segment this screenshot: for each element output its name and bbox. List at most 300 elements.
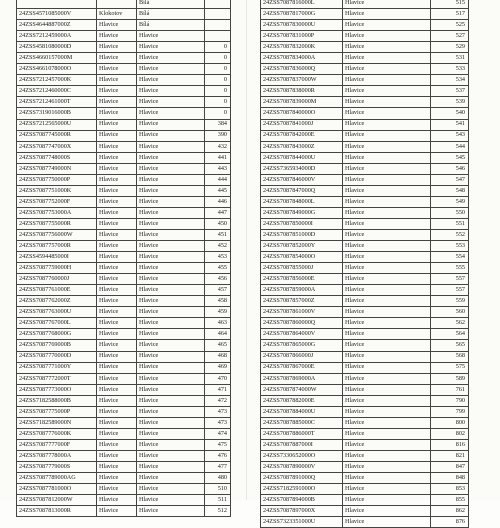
table-cell: Hlavice [137, 229, 205, 240]
table-cell: Hlavice [97, 395, 137, 406]
table-cell: Hlavice [97, 163, 137, 174]
table-cell: 24ZSS7087772000T [17, 373, 97, 384]
table-cell: Hlavice [97, 484, 137, 495]
right-table-body [261, 0, 469, 528]
table-cell: Hlavice [137, 484, 205, 495]
table-cell: 458 [205, 296, 231, 307]
table-cell: Hlavice [343, 428, 431, 439]
table-row [17, 373, 231, 384]
table-row [17, 185, 231, 196]
table-cell: 539 [431, 97, 469, 108]
table-cell: 855 [431, 495, 469, 506]
table-cell: 24ZSS7087882000E [261, 395, 343, 406]
table-cell: 453 [205, 252, 231, 263]
table-cell: 24ZSS4661078000O [17, 64, 97, 75]
table-cell: Hlavice [137, 274, 205, 285]
table-cell: 24ZSS7087760000J [17, 274, 97, 285]
table-cell: Hlavice [137, 439, 205, 450]
table-cell: Hlavice [343, 517, 431, 528]
table-cell: Hlavice [343, 64, 431, 75]
table-row [261, 329, 469, 340]
table-cell: 548 [431, 185, 469, 196]
table-cell: 443 [205, 163, 231, 174]
table-cell: Hlavice [97, 506, 137, 517]
table-cell: Hlavice [343, 329, 431, 340]
table-cell: Hlavice [343, 31, 431, 42]
table-cell: Hlavice [137, 31, 205, 42]
table-cell: 24ZSS7212460000C [17, 86, 97, 97]
table-cell: 557 [431, 285, 469, 296]
table-cell: Hlavice [343, 20, 431, 31]
table-cell: Hlavice [137, 86, 205, 97]
table-row [261, 406, 469, 417]
table-cell: 575 [431, 362, 469, 373]
table-cell: Hlavice [137, 152, 205, 163]
table-cell: Hlavice [97, 174, 137, 185]
table-row [17, 495, 231, 506]
table-row [261, 484, 469, 495]
table-cell: Hlavice [137, 97, 205, 108]
table-cell: 24ZSS7087866000J [261, 351, 343, 362]
table-cell: 24ZSS7087897000X [261, 506, 343, 517]
table-cell: 24ZSS7087777000F [17, 439, 97, 450]
table-cell: 24ZSS7087834000A [261, 53, 343, 64]
table-cell: Hlavice [97, 97, 137, 108]
table-row [261, 450, 469, 461]
table-cell: Hlavice [97, 152, 137, 163]
table-cell: Hlavice [97, 141, 137, 152]
table-cell: 24ZSS7087886000T [261, 428, 343, 439]
table-cell: 24ZSS7087894000B [261, 495, 343, 506]
table-cell: Hlavice [343, 395, 431, 406]
table-cell: Hlavice [137, 119, 205, 130]
table-cell: 24ZSS7087864000V [261, 329, 343, 340]
table-cell: 24ZSS7087839000M [261, 97, 343, 108]
table-cell: 464 [205, 329, 231, 340]
table-cell: 24ZSS7087817000G [261, 9, 343, 20]
table-cell: 24ZSS7087843000Z [261, 141, 343, 152]
table-cell: 24ZSS7087874000W [261, 384, 343, 395]
table-cell: Hlavice [97, 351, 137, 362]
table-cell: 24ZSS7087776000K [17, 428, 97, 439]
table-row [17, 0, 231, 9]
table-cell: 24ZSS7087750000P [17, 174, 97, 185]
table-cell: 529 [431, 42, 469, 53]
table-cell: 473 [205, 417, 231, 428]
table-cell: 544 [431, 141, 469, 152]
table-cell: 24ZSS7087841000J [261, 119, 343, 130]
table-cell: 848 [431, 473, 469, 484]
table-cell: 589 [431, 373, 469, 384]
table-cell: 24ZSS7087867000E [261, 362, 343, 373]
table-cell: Hlavice [343, 97, 431, 108]
table-row [17, 428, 231, 439]
table-cell: 0 [205, 64, 231, 75]
table-cell: Hlavice [343, 141, 431, 152]
table-cell: Hlavice [343, 495, 431, 506]
table-row [17, 241, 231, 252]
table-cell: Hlavice [343, 263, 431, 274]
table-cell: 24ZSS4644887000Z [17, 20, 97, 31]
table-cell: Hlavice [343, 218, 431, 229]
table-cell: 24ZSS4594485000I [17, 252, 97, 263]
table-row [17, 174, 231, 185]
table-cell: Hlavice [97, 417, 137, 428]
table-row [17, 218, 231, 229]
table-cell: 24ZSS7087752000F [17, 196, 97, 207]
table-cell: 24ZSS7087854000O [261, 252, 343, 263]
table-cell: Hlavice [97, 53, 137, 64]
table-row [17, 439, 231, 450]
table-row [261, 20, 469, 31]
table-cell: 24ZSS7087753000A [17, 207, 97, 218]
table-cell: 527 [431, 31, 469, 42]
table-cell: Hlavice [343, 174, 431, 185]
table-row [261, 373, 469, 384]
table-row [261, 152, 469, 163]
table-cell: 550 [431, 207, 469, 218]
table-cell: 456 [205, 274, 231, 285]
table-cell: 24ZSS4571085000V [17, 9, 97, 20]
table-cell: Hlavice [137, 506, 205, 517]
table-cell: 821 [431, 450, 469, 461]
table-cell: Hlavice [137, 461, 205, 472]
table-cell: 24ZSS7087865000G [261, 340, 343, 351]
table-cell: 560 [431, 307, 469, 318]
table-row [261, 473, 469, 484]
table-row [17, 252, 231, 263]
table-cell: Hlavice [343, 42, 431, 53]
table-cell: Klokotov [97, 9, 137, 20]
table-cell: Hlavice [137, 329, 205, 340]
table-row [17, 318, 231, 329]
table-cell: 24ZSS7087856000E [261, 274, 343, 285]
table-cell: Hlavice [97, 307, 137, 318]
table-cell: Hlavice [97, 207, 137, 218]
table-cell: Hlavice [97, 450, 137, 461]
table-row [261, 362, 469, 373]
table-cell: 545 [431, 152, 469, 163]
table-row [17, 285, 231, 296]
table-cell: 876 [431, 517, 469, 528]
table-row [17, 163, 231, 174]
table-cell: Hlavice [137, 450, 205, 461]
table-cell: 24ZSS7087859000A [261, 285, 343, 296]
table-cell: 799 [431, 406, 469, 417]
table-row [17, 42, 231, 53]
table-cell: Hlavice [137, 428, 205, 439]
table-cell: 568 [431, 351, 469, 362]
table-cell: Hlavice [343, 406, 431, 417]
table-cell: Hlavice [97, 285, 137, 296]
table-row [261, 340, 469, 351]
table-cell: 24ZSS7087816000L [261, 0, 343, 9]
table-cell: Hlavice [137, 417, 205, 428]
table-cell: 24ZSS7212461000T [17, 97, 97, 108]
table-cell: Hlavice [97, 296, 137, 307]
table-cell: 452 [205, 241, 231, 252]
table-row [261, 263, 469, 274]
table-cell: 564 [431, 329, 469, 340]
table-cell: 24ZSS7087768000G [17, 329, 97, 340]
table-cell: 24ZSS7087887000I [261, 439, 343, 450]
table-row [17, 86, 231, 97]
table-cell: 24ZSS7087781000O [17, 484, 97, 495]
table-cell: 24ZSS7087852000Y [261, 241, 343, 252]
table-cell: Hlavice [343, 163, 431, 174]
table-cell: 24ZSS7212565000U [17, 119, 97, 130]
table-cell: Hlavice [97, 274, 137, 285]
table-row [261, 196, 469, 207]
table-cell: Hlavice [343, 351, 431, 362]
table-cell: Hlavice [137, 108, 205, 119]
table-cell: 480 [205, 473, 231, 484]
table-cell: Hlavice [343, 86, 431, 97]
table-cell: 24ZSS7087838000R [261, 86, 343, 97]
table-cell: Hlavice [137, 163, 205, 174]
table-row [17, 395, 231, 406]
table-cell: Hlavice [343, 274, 431, 285]
table-cell: 511 [205, 495, 231, 506]
table-cell: 0 [205, 86, 231, 97]
table-cell: Bílá [137, 0, 205, 9]
table-row [261, 218, 469, 229]
table-row [17, 274, 231, 285]
table-cell: 432 [205, 141, 231, 152]
table-row [17, 461, 231, 472]
table-cell: 24ZSS7087761000E [17, 285, 97, 296]
table-cell: Hlavice [343, 362, 431, 373]
table-row [261, 174, 469, 185]
table-cell: Hlavice [137, 185, 205, 196]
table-cell: Hlavice [137, 252, 205, 263]
table-cell: 474 [205, 428, 231, 439]
table-cell: 512 [205, 506, 231, 517]
table-cell: Hlavice [97, 31, 137, 42]
table-cell: 816 [431, 439, 469, 450]
table-row [261, 53, 469, 64]
table-cell: 533 [431, 64, 469, 75]
table-cell: 24ZSS7087832000K [261, 42, 343, 53]
table-cell: 24ZSS7087771000Y [17, 362, 97, 373]
table-cell: Hlavice [137, 174, 205, 185]
table-cell: 24ZSS7087775000P [17, 406, 97, 417]
table-cell: Hlavice [97, 252, 137, 263]
table-cell: Hlavice [343, 130, 431, 141]
table-cell: 790 [431, 395, 469, 406]
table-cell: 24ZSS7087847000Q [261, 185, 343, 196]
table-cell: 562 [431, 318, 469, 329]
table-cell: 0 [205, 108, 231, 119]
table-cell: Hlavice [137, 340, 205, 351]
table-row [17, 307, 231, 318]
table-cell: Bílá [137, 20, 205, 31]
table-cell: 547 [431, 174, 469, 185]
table-cell: 24ZSS7087759000H [17, 263, 97, 274]
table-cell: Hlavice [343, 373, 431, 384]
table-row [261, 31, 469, 42]
table-cell: Hlavice [137, 53, 205, 64]
table-cell: Hlavice [97, 64, 137, 75]
table-row [261, 506, 469, 517]
table-cell: 24ZSS7087849000G [261, 207, 343, 218]
table-cell: Hlavice [343, 119, 431, 130]
table-cell [205, 31, 231, 42]
table-cell: Hlavice [97, 185, 137, 196]
table-row [17, 97, 231, 108]
table-row [261, 417, 469, 428]
table-cell: 554 [431, 252, 469, 263]
table-row [17, 329, 231, 340]
table-cell: 24ZSS7323351000U [261, 517, 343, 528]
table-cell: 510 [205, 484, 231, 495]
table-cell: Hlavice [137, 373, 205, 384]
table-row [261, 351, 469, 362]
table-row [17, 450, 231, 461]
table-row [17, 75, 231, 86]
table-row [261, 296, 469, 307]
table-row [17, 340, 231, 351]
table-cell: Hlavice [97, 495, 137, 506]
table-cell: 450 [205, 218, 231, 229]
table-cell: 24ZSS7182588000B [17, 395, 97, 406]
table-cell: Hlavice [343, 318, 431, 329]
table-cell: 472 [205, 395, 231, 406]
table-cell: 24ZSS7087762000Z [17, 296, 97, 307]
table-cell: Hlavice [343, 53, 431, 64]
table-cell: Hlavice [343, 0, 431, 9]
table-cell: 455 [205, 263, 231, 274]
table-cell: 444 [205, 174, 231, 185]
table-cell: 549 [431, 196, 469, 207]
table-cell: 468 [205, 351, 231, 362]
table-cell: Hlavice [137, 263, 205, 274]
table-cell: Hlavice [97, 329, 137, 340]
table-cell: 24ZSS7087837000W [261, 75, 343, 86]
table-cell: 24ZSS7087861000V [261, 307, 343, 318]
table-cell: Hlavice [343, 252, 431, 263]
table-cell: 465 [205, 340, 231, 351]
table-cell: 24ZSS7087869000A [261, 373, 343, 384]
table-cell: 24ZSS7087745000R [17, 130, 97, 141]
table-cell: 800 [431, 417, 469, 428]
table-row [17, 108, 231, 119]
table-row [261, 241, 469, 252]
table-cell: 853 [431, 484, 469, 495]
table-row [261, 9, 469, 20]
table-cell: Hlavice [97, 340, 137, 351]
table-cell: 24ZSS7212459000A [17, 31, 97, 42]
table-row [17, 9, 231, 20]
table-cell: Hlavice [343, 473, 431, 484]
table-cell: Hlavice [137, 285, 205, 296]
table-cell: 24ZSS7087778000A [17, 450, 97, 461]
table-cell: Hlavice [97, 86, 137, 97]
table-row [261, 495, 469, 506]
table-cell: Hlavice [343, 461, 431, 472]
table-cell: 543 [431, 130, 469, 141]
table-row [261, 163, 469, 174]
table-row [261, 86, 469, 97]
table-row [17, 362, 231, 373]
table-cell: Hlavice [343, 152, 431, 163]
table-cell: 24ZSS7087749000N [17, 163, 97, 174]
table-cell: Hlavice [343, 340, 431, 351]
table-row [261, 395, 469, 406]
table-cell [17, 0, 97, 9]
table-cell: Hlavice [137, 141, 205, 152]
table-row [261, 108, 469, 119]
table-cell: Hlavice [343, 285, 431, 296]
table-cell: 24ZSS7087773000O [17, 384, 97, 395]
table-cell: 531 [431, 53, 469, 64]
table-cell: 24ZSS7087813000R [17, 506, 97, 517]
table-cell: Hlavice [97, 75, 137, 86]
table-cell: Hlavice [343, 307, 431, 318]
table-cell: 24ZSS7087885000C [261, 417, 343, 428]
table-row [17, 263, 231, 274]
table-cell: 24ZSS7087855000J [261, 263, 343, 274]
table-cell: 24ZSS7330652000O [261, 450, 343, 461]
table-cell: Hlavice [97, 229, 137, 240]
table-cell: 471 [205, 384, 231, 395]
table-cell: Hlavice [97, 108, 137, 119]
table-cell: 24ZSS7087860000Q [261, 318, 343, 329]
table-row [17, 207, 231, 218]
table-row [17, 31, 231, 42]
table-cell: 0 [205, 42, 231, 53]
table-cell: 537 [431, 86, 469, 97]
table-row [261, 64, 469, 75]
table-row [17, 64, 231, 75]
table-row [261, 185, 469, 196]
table-cell [97, 0, 137, 9]
table-cell: Hlavice [97, 263, 137, 274]
table-cell: Hlavice [343, 384, 431, 395]
table-cell: 24ZSS7365934000D [261, 163, 343, 174]
table-cell: 541 [431, 119, 469, 130]
table-cell: 552 [431, 229, 469, 240]
table-cell: Hlavice [343, 229, 431, 240]
table-cell: 0 [205, 97, 231, 108]
table-cell: Hlavice [97, 130, 137, 141]
table-cell: 761 [431, 384, 469, 395]
table-cell: 24ZSS7087812000W [17, 495, 97, 506]
table-cell: Hlavice [343, 241, 431, 252]
table-cell: 24ZSS7087756000W [17, 229, 97, 240]
table-cell: 476 [205, 450, 231, 461]
table-row [261, 439, 469, 450]
table-row [17, 119, 231, 130]
table-cell: 553 [431, 241, 469, 252]
table-cell: 24ZSS7087884000U [261, 406, 343, 417]
table-cell: Hlavice [343, 185, 431, 196]
table-row [17, 141, 231, 152]
table-cell: Hlavice [137, 395, 205, 406]
table-cell: 24ZSS7087890000V [261, 461, 343, 472]
table-cell: 469 [205, 362, 231, 373]
table-cell: 24ZSS7087763000U [17, 307, 97, 318]
table-cell: 565 [431, 340, 469, 351]
table-cell: Bílá [137, 9, 205, 20]
table-cell: Hlavice [137, 406, 205, 417]
table-row [17, 417, 231, 428]
table-cell: Hlavice [343, 9, 431, 20]
table-cell [205, 9, 231, 20]
table-cell: 24ZSS7087769000B [17, 340, 97, 351]
table-cell: 24ZSS7087891000Q [261, 473, 343, 484]
table-row [261, 0, 469, 9]
